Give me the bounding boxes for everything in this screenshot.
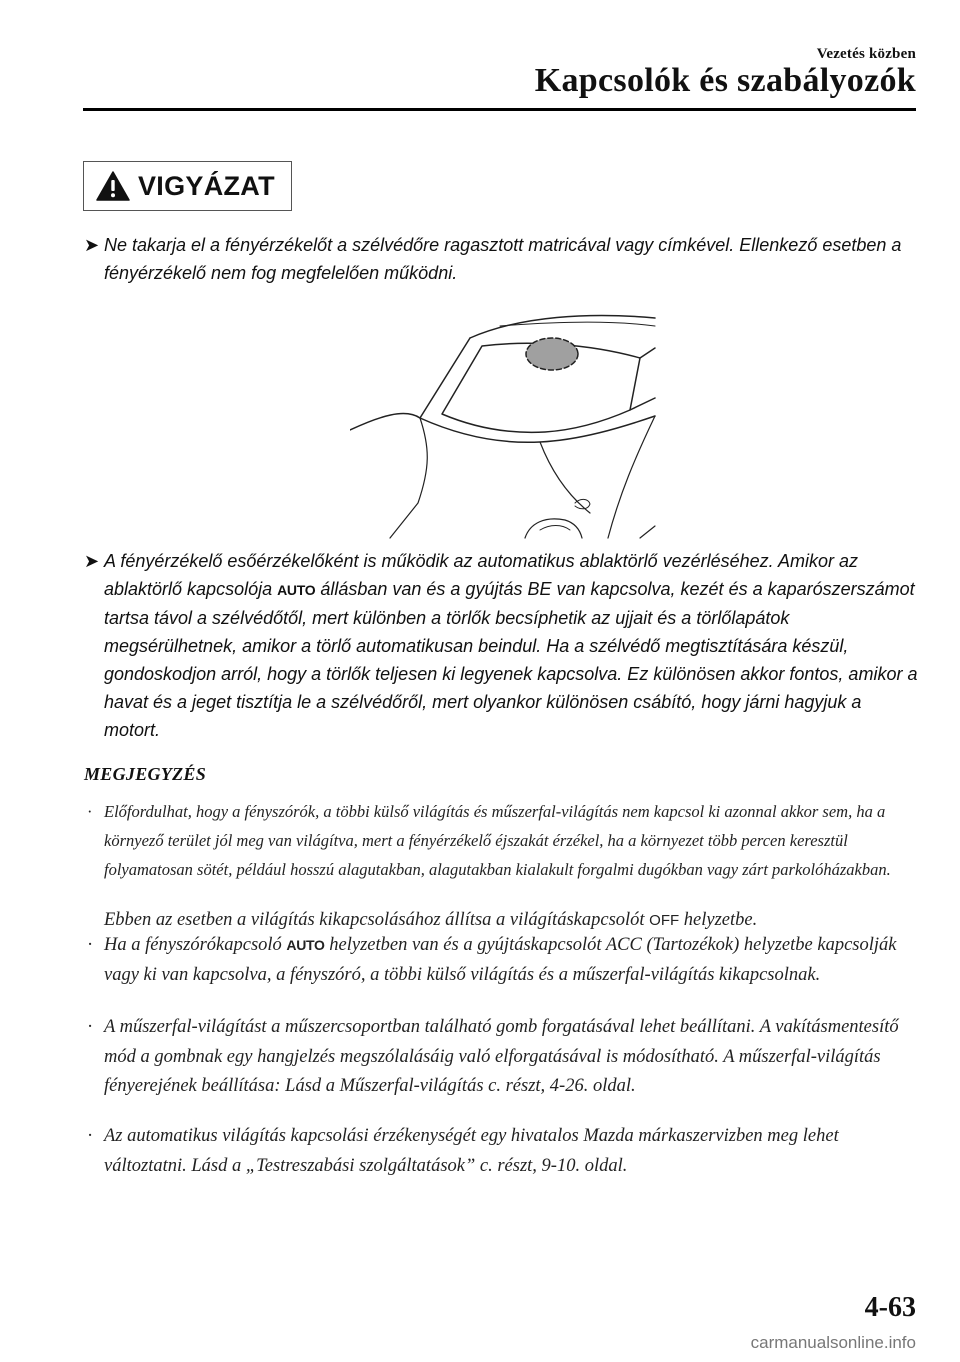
auto-switch-symbol: AUTO xyxy=(286,937,325,953)
note-text: Előfordulhat, hogy a fényszórók, a többi külső világítás és műszerfal-világítás nem kapcsol ki azonnal akkor sem, ha a környező terület jól meg van világítva, mert a fényérzékelő éjszakát érzékel, ha a környezet több percen keresztül folyamatosan sötét, például hosszú alagutakban, alagutakban kialakult forgalmi dugókban vagy zárt parkolóházakban. xyxy=(104,802,891,879)
note-text: helyzetbe. xyxy=(679,910,758,930)
auto-switch-symbol: AUTO xyxy=(277,582,316,598)
arrow-bullet-icon: ➤ xyxy=(84,235,100,255)
warning-triangle-icon xyxy=(96,171,130,201)
note-text: A műszerfal-világítást a műszercsoportban található gomb forgatásával lehet beállítani. A vakításmentesítő mód a gombnak egy hangjelzés megszólalásáig való elforgatásával is módosítható. A műszerfal-világítás fényerejének beállítása: Lásd a Műszerfal-világítás c. részt, 4-26. oldal. xyxy=(104,1017,899,1096)
note-text: Az automatikus világítás kapcsolási érzékenységét egy hivatalos Mazda márkaszervizben meg lehet változtatni. Lásd a „Testreszabási szolgáltatások” c. részt, 9-10. oldal. xyxy=(104,1126,839,1176)
warning-bullet-1 xyxy=(84,231,920,287)
note-item-4: · Az automatikus világítás kapcsolási érzékenységét egy hivatalos Mazda márkaszervizben meg lehet változtatni. Lásd a „Testreszabási szolgáltatások” c. részt, 9-10. oldal. xyxy=(84,1122,920,1181)
warning-label: VIGYÁZAT xyxy=(138,170,275,201)
header-divider xyxy=(83,108,916,111)
windshield-sensor-illustration xyxy=(350,298,660,543)
note-heading: MEGJEGYZÉS xyxy=(84,764,207,784)
watermark: carmanualsonline.info xyxy=(750,1333,916,1352)
note-item-3: · A műszerfal-világítást a műszercsoportban található gomb forgatásával lehet beállítani. A vakításmentesítő mód a gombnak egy hangjelzés megszólalásáig való elforgatásával is módosítható. A műszerfal-világítás fényerejének beállítása: Lásd a Műszerfal-világítás c. részt, 4-26. oldal. xyxy=(84,1013,920,1102)
warning-bullet-2 xyxy=(84,547,920,744)
note-text: Ha a fényszórókapcsoló xyxy=(104,935,287,955)
warning-box xyxy=(83,161,292,211)
note-item-1: · Előfordulhat, hogy a fényszórók, a többi külső világítás és műszerfal-világítás nem kapcsol ki azonnal akkor sem, ha a környező terület jól meg van világítva, mert a fényérzékelő éjszakát érzékel, ha a környezet több percen keresztül folyamatosan sötét, például hosszú alagutakban, alagutakban kialakult forgalmi dugókban vagy zárt parkolóházakban. xyxy=(84,797,920,884)
note-item-2: · Ha a fényszórókapcsoló AUTO helyzetben van és a gyújtáskapcsolót ACC (Tartozékok) helyzetbe kapcsolják vagy ki van kapcsolva, a fényszóró, a többi külső világítás és a műszerfal-világítás kikapcsolnak. xyxy=(87,935,897,985)
page-title: Kapcsolók és szabályozók xyxy=(534,62,916,99)
arrow-bullet-icon: ➤ xyxy=(84,551,100,571)
note-text: helyzetben van és a gyújtáskapcsolót ACC (Tartozékok) helyzetbe kapcsolják vagy ki van kapcsolva, a fényszóró, a többi külső világítás és a műszerfal-világítás kikapcsolnak. xyxy=(104,935,897,985)
note-text: Ebben az esetben a világítás kikapcsolásához állítsa a világításkapcsolót xyxy=(104,910,650,930)
off-switch-symbol: OFF xyxy=(649,912,680,929)
section-label: Vezetés közben xyxy=(816,46,916,62)
warning-bullet-text: Ne takarja el a fényérzékelőt a szélvédőre ragasztott matricával vagy címkével. Ellenkező esetben a fényérzékelő nem fog megfelelően működni. xyxy=(104,235,902,283)
warning-bullet-text: A fényérzékelő esőérzékelőként is működik az automatikus ablaktörlő vezérléséhez. Amikor az ablaktörlő kapcsolója xyxy=(104,551,859,599)
page-number: 4-63 xyxy=(864,1292,916,1323)
warning-bullet-text: állásban van és a gyújtás BE van kapcsolva, kezét és a kaparószerszámot tartsa távol a szélvédőtől, mert különben a törlők becsíphetik az ujjait és a törlőlapátok megsérülhetnek, amikor a törlő automatikusan beindul. Ha a szélvédő megtisztítására készül, gondoskodjon arról, hogy a törlők teljesen ki legyenek kapcsolva. Ez különösen akkor fontos, amikor a havat és a jeget tisztítja le a szélvédőről, mert olyankor különösen csábító, hogy járni hagyjuk a motort. xyxy=(104,579,918,740)
